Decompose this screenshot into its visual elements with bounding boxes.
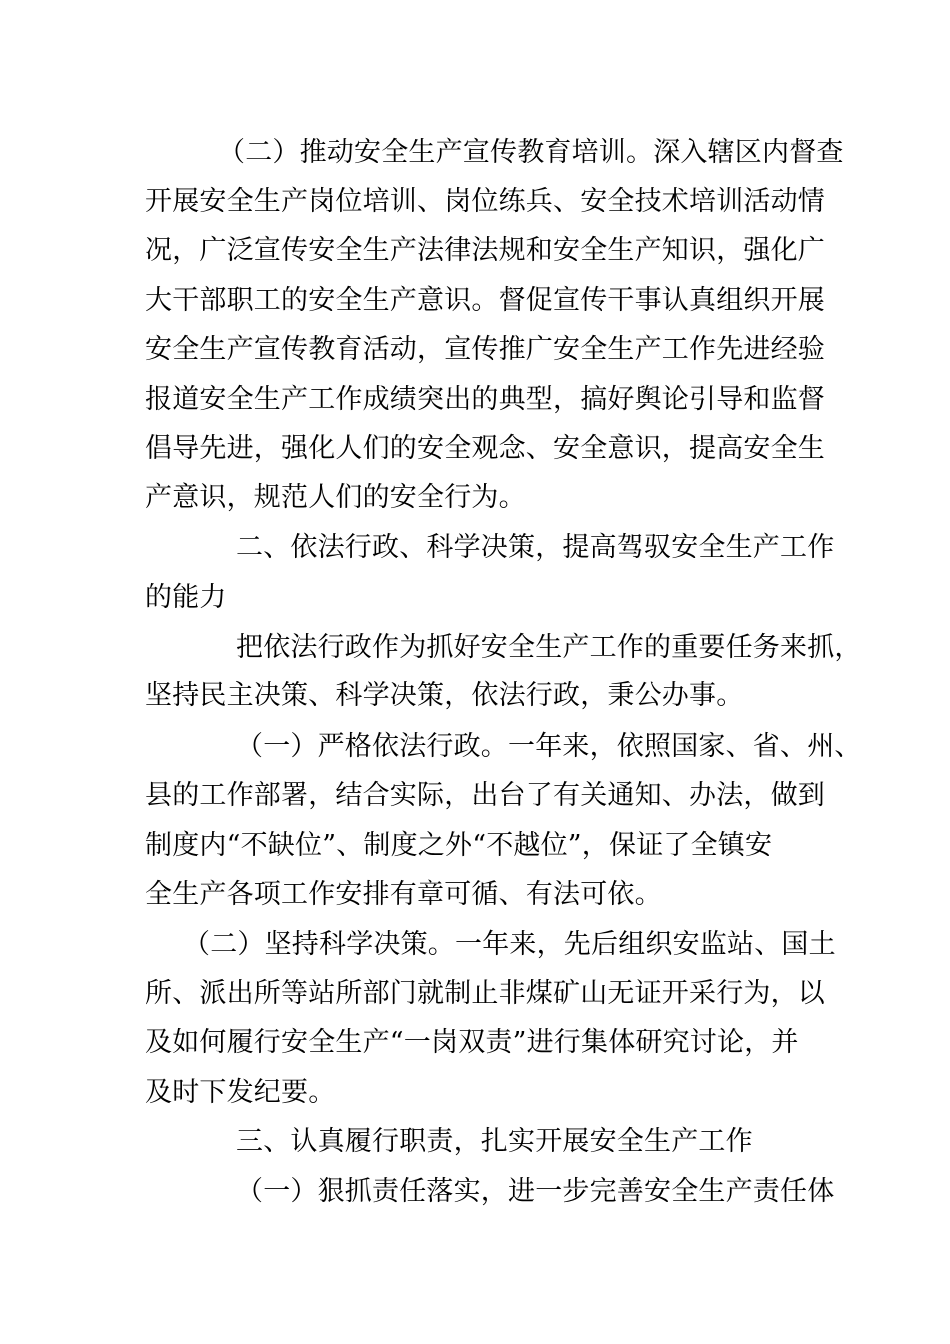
section-heading-2-line-2: 的能力 bbox=[145, 582, 227, 613]
text-line-17: （二）坚持科学决策。一年来，先后组织安监站、国土 bbox=[183, 929, 836, 960]
text-line-16: 全生产各项工作安排有章可循、有法可依。 bbox=[145, 879, 662, 910]
text-line-20: 及时下发纪要。 bbox=[145, 1077, 336, 1108]
text-line-6: 报道安全生产工作成绩突出的典型，搞好舆论引导和监督 bbox=[145, 384, 825, 415]
text-line-2: 开展安全生产岗位培训、岗位练兵、安全技术培训活动情 bbox=[145, 186, 825, 217]
text-line-5: 安全生产宣传教育活动，宣传推广安全生产工作先进经验 bbox=[145, 334, 825, 365]
text-line-22: （一）狠抓责任落实，进一步完善安全生产责任体 bbox=[236, 1176, 835, 1207]
text-line-7: 倡导先进，强化人们的安全观念、安全意识，提高安全生 bbox=[145, 433, 825, 464]
text-line-13: （一）严格依法行政。一年来，依照国家、省、州、 bbox=[236, 731, 862, 762]
text-line-14: 县的工作部署，结合实际，出台了有关通知、办法，做到 bbox=[145, 780, 825, 811]
text-line-4: 大干部职工的安全生产意识。督促宣传干事认真组织开展 bbox=[145, 285, 825, 316]
section-heading-3: 三、认真履行职责，扎实开展安全生产工作 bbox=[236, 1126, 753, 1157]
text-line-19: 及如何履行安全生产“一岗双责”进行集体研究讨论，并 bbox=[145, 1027, 799, 1058]
text-line-15: 制度内“不缺位”、制度之外“不越位”，保证了全镇安 bbox=[145, 830, 773, 861]
text-line-11: 把依法行政作为抓好安全生产工作的重要任务来抓， bbox=[236, 632, 862, 663]
text-line-12: 坚持民主决策、科学决策，依法行政，秉公办事。 bbox=[145, 680, 744, 711]
section-heading-2-line-1: 二、依法行政、科学决策，提高驾驭安全生产工作 bbox=[236, 532, 835, 563]
text-line-18: 所、派出所等站所部门就制止非煤矿山无证开采行为，以 bbox=[145, 978, 825, 1009]
text-line-8: 产意识，规范人们的安全行为。 bbox=[145, 482, 526, 513]
text-line-1: （二）推动安全生产宣传教育培训。深入辖区内督查 bbox=[218, 137, 844, 168]
text-line-3: 况，广泛宣传安全生产法律法规和安全生产知识，强化广 bbox=[145, 235, 825, 266]
